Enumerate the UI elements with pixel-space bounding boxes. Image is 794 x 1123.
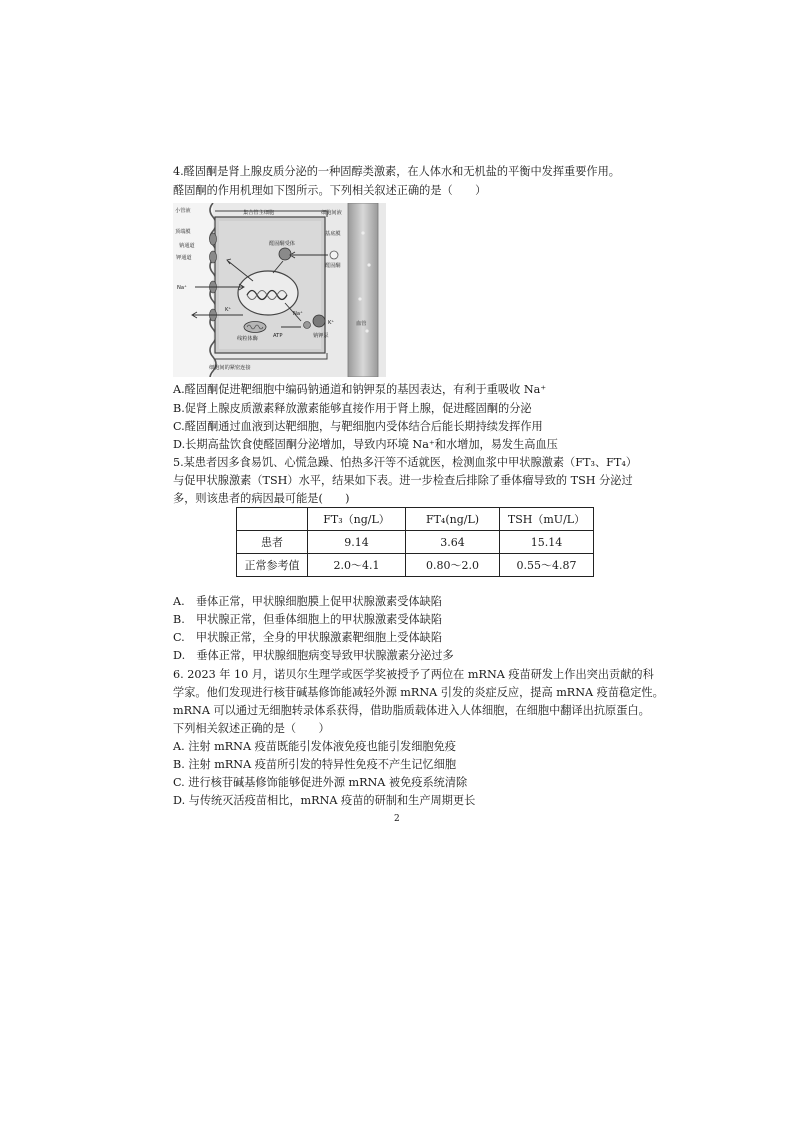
q6-stem-line3: mRNA 可以通过无细胞转录体系获得，借助脂质载体进入人体细胞，在细胞中翻译出抗原蛋白。 [173,704,650,717]
table-row [237,531,594,554]
q4-stem-line2: 醛固酮的作用机理如下图所示。下列相关叙述正确的是（ ） [173,184,487,197]
page-number: 2 [394,814,400,824]
hormone-level-table [236,507,594,577]
q5-option-c: C. 甲状腺正常，全身的甲状腺激素靶细胞上受体缺陷 [173,631,443,644]
label-pump-k: K⁺ [328,320,335,326]
q4-option-c: C.醛固酮通过血液到达靶细胞，与靶细胞内受体结合后能长期持续发挥作用 [173,420,543,433]
label-tubule: 小管液 [175,208,191,214]
label-na-k-pump: 钠钾泵 [313,333,329,339]
q6-option-c: C. 进行核苷碱基修饰能够促进外源 mRNA 被免疫系统清除 [173,776,468,789]
table-header-cell: TSH（mU/L） [500,508,594,531]
table-cell: 2.0～4.1 [308,554,406,577]
table-header-cell: FT₃（ng/L） [308,508,406,531]
label-k-channel: 钾通道 [176,255,192,261]
aldosterone-mechanism-figure [173,203,386,377]
label-mitochondria: 线粒体酶 [237,336,258,342]
q4-option-d: D.长期高盐饮食使醛固酮分泌增加，导致内环境 Na⁺和水增加，易发生高血压 [173,438,558,451]
q5-option-b: B. 甲状腺正常，但垂体细胞上的甲状腺激素受体缺陷 [173,613,443,626]
label-receptor: 醛固酮受体 [269,241,295,247]
label-k-ion: K⁺ [225,307,232,313]
label-lumen-membrane: 顶端膜 [175,229,191,235]
q6-stem-line4: 下列相关叙述正确的是（ ） [173,722,330,735]
label-collecting-duct-cell: 集合管主细胞 [243,210,275,216]
q6-option-b: B. 注射 mRNA 疫苗所引发的特异性免疫不产生记忆细胞 [173,758,457,771]
table-cell: 0.55～4.87 [500,554,594,577]
table-header-cell [237,508,308,531]
q6-option-a: A. 注射 mRNA 疫苗既能引发体液免疫也能引发细胞免疫 [173,740,456,753]
q5-option-d: D. 垂体正常，甲状腺细胞病变导致甲状腺激素分泌过多 [173,649,454,662]
label-tight-junction: 细胞间的紧密连接 [209,365,251,371]
table-header-row [237,508,594,531]
table-row [237,554,594,577]
label-pump-na: Na⁺ [293,311,303,317]
q5-stem-line3: 多，则该患者的病因最可能是( ) [173,492,350,505]
label-na-ion: Na⁺ [177,285,187,291]
label-intercellular-fluid: 细胞间液 [321,210,342,216]
label-atp: ATP [273,333,283,339]
q5-option-a: A. 垂体正常，甲状腺细胞膜上促甲状腺激素受体缺陷 [173,595,442,608]
table-cell: 患者 [237,531,308,554]
table-cell: 15.14 [500,531,594,554]
table-cell: 9.14 [308,531,406,554]
label-basal-membrane: 基底膜 [325,231,341,237]
q4-stem-line1: 4.醛固酮是肾上腺皮质分泌的一种固醇类激素，在人体水和无机盐的平衡中发挥重要作用。 [173,165,620,178]
label-aldosterone: 醛固酮 [325,263,341,269]
label-na-channel: 钠通道 [179,243,195,249]
table-cell: 0.80～2.0 [406,554,500,577]
q4-option-b: B.促肾上腺皮质激素释放激素能够直接作用于肾上腺，促进醛固酮的分泌 [173,402,532,415]
table-header-cell: FT₄(ng/L) [406,508,500,531]
q5-stem-line2: 与促甲状腺激素（TSH）水平，结果如下表。进一步检查后排除了垂体瘤导致的 TSH 分泌过 [173,474,633,487]
q4-option-a: A.醛固酮促进靶细胞中编码钠通道和钠钾泵的基因表达，有利于重吸收 Na⁺ [173,383,547,396]
q5-stem-line1: 5.某患者因多食易饥、心慌急躁、怕热多汗等不适就医，检测血浆中甲状腺激素（FT₃、FT₄） [173,456,638,469]
q6-stem-line1: 6. 2023 年 10 月，诺贝尔生理学或医学奖被授予了两位在 mRNA 疫苗研发上作出突出贡献的科 [173,668,654,681]
q6-option-d: D. 与传统灭活疫苗相比，mRNA 疫苗的研制和生产周期更长 [173,794,476,807]
table-cell: 正常参考值 [237,554,308,577]
label-blood-vessel: 血管 [356,321,367,327]
q6-stem-line2: 学家。他们发现进行核苷碱基修饰能减轻外源 mRNA 引发的炎症反应，提高 mRNA 疫苗稳定性。 [173,686,664,699]
table-cell: 3.64 [406,531,500,554]
